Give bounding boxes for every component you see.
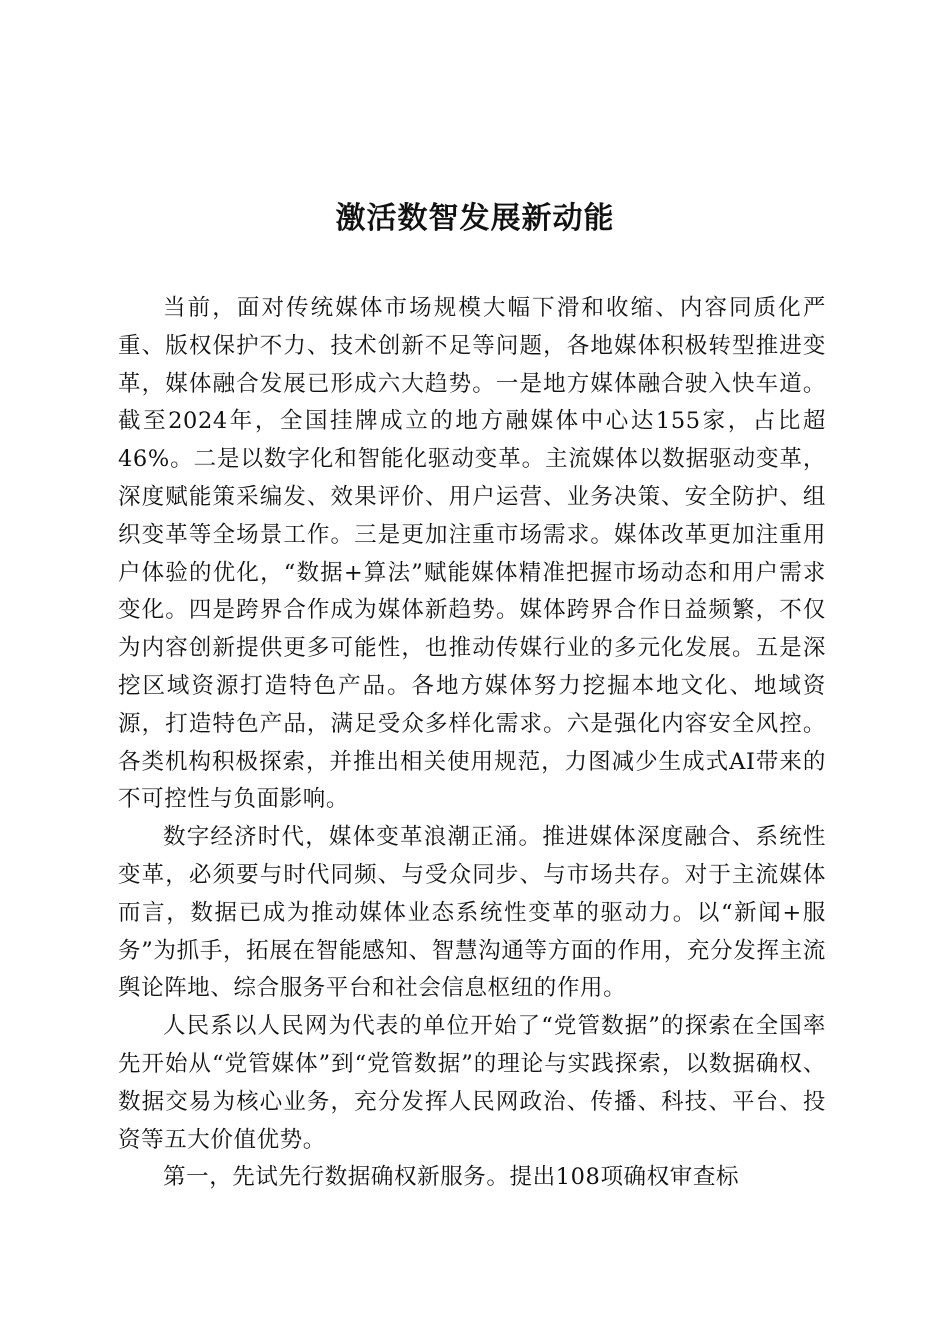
page-title: 激活数智发展新动能 (335, 201, 615, 236)
article-body (118, 290, 826, 1197)
paragraph-2: 数字经济时代，媒体变革浪潮正涌。推进媒体深度融合、系统性变革，必须要与时代同频、与受众同步、与市场共存。对于主流媒体而言，数据已成为推动媒体业态系统性变革的驱动力。以“新闻+服务”为抓手，拓展在智能感知、智慧沟通等方面的作用，充分发挥主流舆论阵地、综合服务平台和社会信息枢纽的作用。 (118, 824, 826, 1002)
paragraph-1: 当前，面对传统媒体市场规模大幅下滑和收缩、内容同质化严重、版权保护不力、技术创新不足等问题，各地媒体积极转型推进变革，媒体融合发展已形成六大趋势。一是地方媒体融合驶入快车道。截至2024年，全国挂牌成立的地方融媒体中心达155家，占比超46%。二是以数字化和智能化驱动变革。主流媒体以数据驱动变革，深度赋能策采编发、效果评价、用户运营、业务决策、安全防护、组织变革等全场景工作。三是更加注重市场需求。媒体改革更加注重用户体验的优化，“数据+算法”赋能媒体精准把握市场动态和用户需求变化。四是跨界合作成为媒体新趋势。媒体跨界合作日益频繁，不仅为内容创新提供更多可能性，也推动传媒行业的多元化发展。五是深挖区域资源打造特色产品。各地方媒体努力挖掘本地文化、地域资源，打造特色产品，满足受众多样化需求。六是强化内容安全风控。各类机构积极探索，并推出相关使用规范，力图减少生成式AI带来的不可控性与负面影响。 (118, 295, 826, 813)
paragraph-3: 人民系以人民网为代表的单位开始了“党管数据”的探索在全国率先开始从“党管媒体”到“党管数据”的理论与实践探索，以数据确权、数据交易为核心业务，充分发挥人民网政治、传播、科技、平台、投资等五大价值优势。 (118, 1013, 826, 1153)
paragraph-4: 第一，先试先行数据确权新服务。提出108项确权审查标 (163, 1164, 740, 1191)
